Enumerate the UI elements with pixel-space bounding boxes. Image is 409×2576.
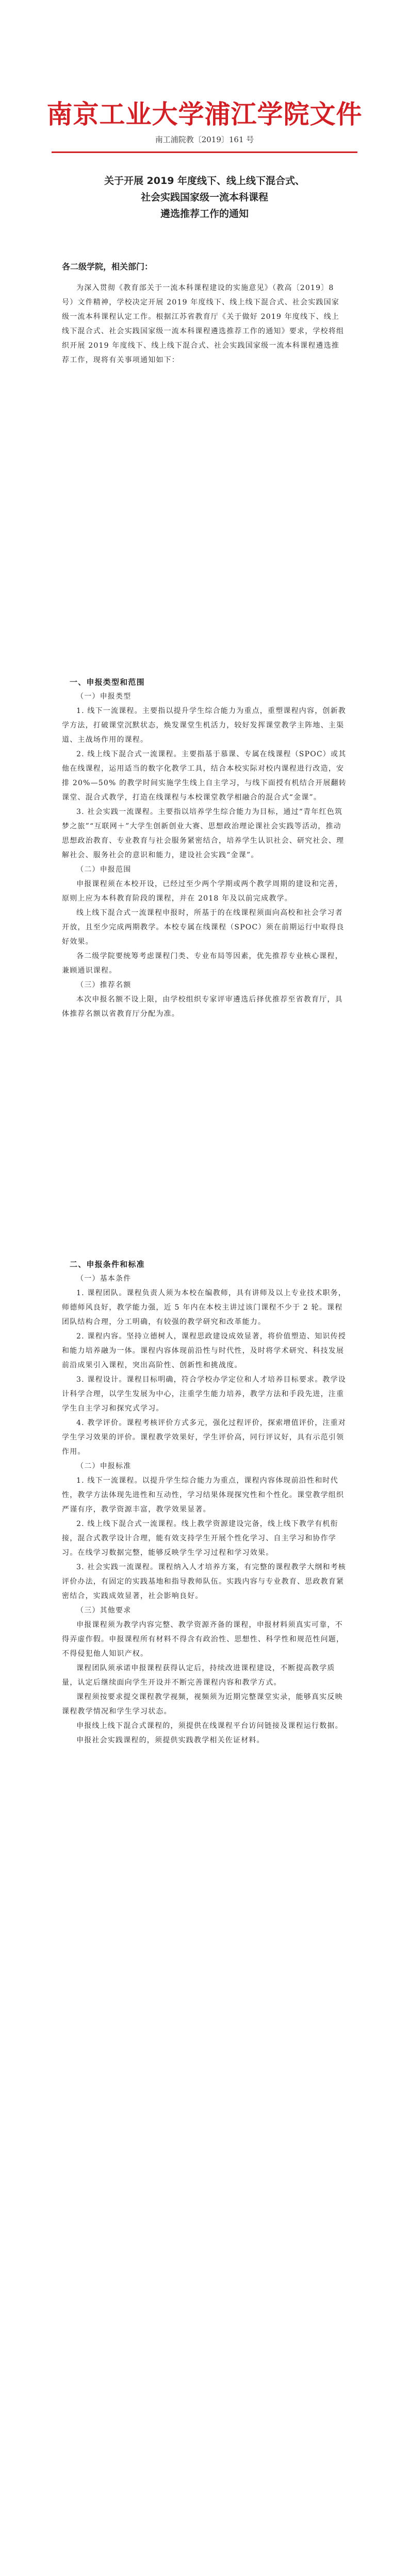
paragraph: （一）基本条件 — [76, 1275, 132, 1283]
paragraph: 申报课程须在本校开设，已经过至少两个学期或两个教学周期的建设和完善，原则上应为本科教育阶段的课程，并在 2018 年及以前完成教学。 — [62, 880, 343, 903]
addressee: 各二级学院，相关部门： — [62, 262, 153, 272]
paragraph: 3. 社会实践一流课程。主要指以培养学生综合能力为目标，通过“青年红色筑梦之旅”“互联网＋”大学生创新创业大赛、思想政治理论课社会实践等活动，推动思想政治教育、专业教育与社会服务紧密结合，培养学生认识社会、研究社会、理解社会、服务社会的意识和能力，建设社会实践“金课”。 — [62, 808, 345, 859]
paragraph: 线上线下混合式一流课程申报时，所基于的在线课程须面向高校和社会学习者开放，且至少完成两期教学。本校专属在线课程（SPOC）须在前期运行中取得良好效果。 — [62, 909, 345, 946]
paragraph: 1. 课程团队。课程负责人须为本校在编教师，具有讲师及以上专业技术职务，师德师风良好，教学能力强，近 5 年内在本校主讲过该门课程不少于 2 轮。课程团队结构合理，分工明确，有较强的教学研究和改革能力。 — [62, 1289, 347, 1326]
paragraph: 2. 课程内容。坚持立德树人，课程思政建设成效显著，将价值塑造、知识传授和能力培养融为一体。课程内容体现前沿性与时代性，及时将学术研究、科技发展前沿成果引入课程，突出高阶性、创新性和挑战度。 — [62, 1332, 347, 1369]
section-2-title: 二、申报条件和标准 — [70, 1260, 145, 1269]
paragraph: 课程须按要求提交课程教学视频，视频须为近期完整课堂实录，能够真实反映课程教学情况和学生学习状态。 — [62, 1693, 343, 1716]
document-number: 南工浦院教〔2019〕161 号 — [155, 135, 254, 144]
paragraph: 4. 教学评价。课程考核评价方式多元，强化过程评价，探索增值评价，注重对学生学习效果的评价。课程教学效果好，学生评价高，同行评议好，具有示范引领作用。 — [62, 1419, 347, 1456]
paragraph: 2. 线上线下混合式一流课程。线上教学资源建设完备，线上线下教学有机衔接，混合式教学设计合理，能有效支持学生开展个性化学习、自主学习和协作学习。在线学习数据完整，能够反映学生学习过程和学习效果。 — [62, 1520, 338, 1557]
paragraph: （三）推荐名额 — [76, 981, 132, 989]
paragraph: 申报课程须为教学内容完整、教学资源齐备的课程，申报材料须真实可靠，不得弄虚作假。申报课程所有材料不得含有政治性、思想性、科学性和规范性问题，不得侵犯他人知识产权。 — [62, 1621, 345, 1658]
section-2 — [62, 1257, 347, 1748]
notice-title-line-1: 关于开展 2019 年度线下、线上线下混合式、 — [104, 175, 305, 187]
paragraph: 3. 课程设计。课程目标明确，符合学校办学定位和人才培养目标要求。教学设计科学合理，以学生发展为中心，注重学生能力培养，教学方法和手段先进，注重学生自主学习和探究式学习。 — [62, 1376, 347, 1413]
paragraph: （三）其他要求 — [76, 1606, 132, 1615]
intro-paragraph: 为深入贯彻《教育部关于一流本科课程建设的实施意见》（教高〔2019〕8 号）文件精神，学校决定开展 2019 年度线下、线上线下混合式、社会实践国家级一流本科课程认定工作。根据江苏省教育厅《关于做好 2019 年度线下、线上线下混合式、社会实践国家级一流本科课程遴选推荐工作的通知》要求，学校将组织开展 2019 年度线下、线上线下混合式、社会实践国家级一流本科课程遴选推荐工作，现将有关事项通知如下： — [62, 284, 345, 364]
section-1-title: 一、申报类型和范围 — [70, 677, 145, 687]
paragraph: 课程团队须承诺申报课程获得认定后，持续改进课程建设，不断提高教学质量，认定后继续面向学生开设并不断完善课程内容和教学方式。 — [62, 1664, 335, 1687]
paragraph: 1. 线下一流课程。主要指以提升学生综合能力为重点，重塑课程内容，创新教学方法，打破课堂沉默状态，焕发课堂生机活力，较好发挥课堂教学主阵地、主渠道、主战场作用的课程。 — [62, 707, 347, 744]
section-1 — [62, 675, 347, 1021]
notice-title-line-3: 遴选推荐工作的通知 — [160, 208, 249, 219]
paragraph: 2. 线上线下混合式一流课程。主要指基于慕课、专属在线课程（SPOC）或其他在线课程，运用适当的数字化教学工具，结合本校实际对校内课程进行改造，安排 20%—50% 的教学时间实施学生线上自主学习，与线下面授有机结合开展翻转课堂、混合式教学，打造在线课程与本校课堂教学相融合的混合式“金课”。 — [62, 750, 347, 802]
notice-title-line-2: 社会实践国家级一流本科课程 — [140, 192, 268, 203]
paragraph: （二）申报范围 — [76, 866, 132, 874]
paragraph: 1. 线下一流课程。以提升学生综合能力为重点，课程内容体现前沿性和时代性，教学方法体现先进性和互动性，学习结果体现探究性和个性化。课堂教学组织严谨有序，教学资源丰富，教学效果显著。 — [62, 1477, 345, 1514]
paragraph: （一）申报类型 — [76, 692, 132, 701]
paragraph: 各二级学院要统筹考虑课程门类、专业布局等因素，优先推荐专业核心课程，兼顾通识课程。 — [62, 952, 343, 975]
paragraph: 本次申报名额不设上限，由学校组织专家评审遴选后择优推荐至省教育厅，具体推荐名额以省教育厅分配为准。 — [62, 995, 343, 1018]
paragraph: 申报线上线下混合式课程的，须提供在线课程平台访问链接及课程运行数据。 — [76, 1722, 343, 1730]
document-header-title: 南京工业大学浦江学院文件 — [46, 99, 363, 129]
paragraph: （二）申报标准 — [76, 1462, 132, 1470]
paragraph: 3. 社会实践一流课程。课程纳入人才培养方案，有完整的课程教学大纲和考核评价办法，有固定的实践基地和指导教师队伍。实践内容与专业教育、思政教育紧密结合，实践成效显著，社会影响良好。 — [62, 1563, 347, 1600]
notice-title — [67, 173, 342, 222]
intro-section — [62, 281, 347, 367]
header-divider — [52, 151, 357, 153]
paragraph: 申报社会实践课程的，须提供实践教学相关佐证材料。 — [76, 1736, 265, 1744]
